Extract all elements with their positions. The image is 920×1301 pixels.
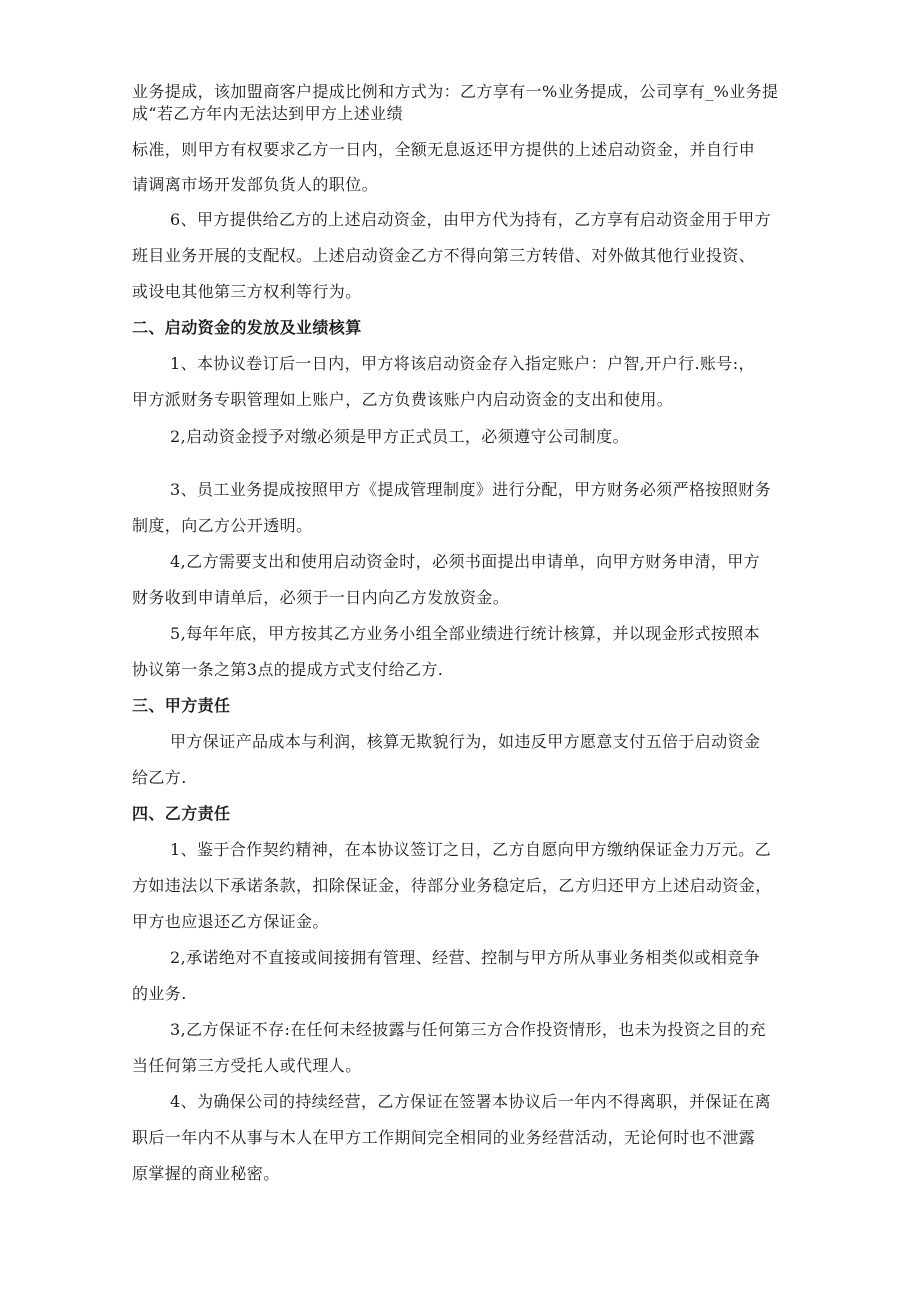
text-line: 制度，向乙方公开透明。 bbox=[132, 516, 313, 535]
text-line: 方如违法以下承诺条款，扣除保证金，待部分业务稳定后，乙方归还甲方上述启动资金， bbox=[132, 876, 772, 895]
text-line: 当任何第三方受托人或代理人。 bbox=[132, 1056, 362, 1075]
paragraph-2-3-line: 3、员工业务提成按照甲方《提成管理制度》进行分配，甲方财务必须严格按照财务 bbox=[170, 480, 771, 499]
text-line: 成“若乙方年内无法达到甲方上述业绩 bbox=[132, 104, 403, 123]
text-line: 甲方派财务专职管理如上账户，乙方负费该账户内启动资金的支出和使用。 bbox=[132, 390, 674, 409]
text-line: 原掌握的商业秘密。 bbox=[132, 1164, 280, 1183]
paragraph-6-line: 6、甲方提供给乙方的上述启动资金，由甲方代为持有，乙方享有启动资金用于甲方 bbox=[170, 210, 771, 229]
text-line: 财务收到申请单后，必须于一日内向乙方发放资金。 bbox=[132, 588, 510, 607]
text-line: 班目业务开展的支配权。上述启动资金乙方不得向第三方转借、对外做其他行业投资、 bbox=[132, 246, 756, 265]
paragraph-3-line: 甲方保证产品成本与利润，核算无欺貌行为，如违反甲方愿意支付五倍于启动资金 bbox=[170, 732, 761, 751]
paragraph-4-1-line: 1、鉴于合作契约精神，在本协议签订之日，乙方自愿向甲方缴纳保证金力万元。乙 bbox=[170, 840, 771, 859]
text-line: 给乙方. bbox=[132, 768, 187, 787]
section-heading-2: 二、启动资金的发放及业绩核算 bbox=[132, 318, 362, 337]
paragraph-2-1-line: 1、本协议卷订后一日内，甲方将该启动资金存入指定账户：户智,开户行.账号:， bbox=[170, 354, 755, 373]
text-line: 的业务. bbox=[132, 984, 187, 1003]
paragraph-4-2-line: 2,承诺绝对不直接或间接拥有管理、经营、控制与甲方所从事业务相类似或相竞争 bbox=[170, 948, 761, 967]
section-heading-4: 四、乙方责任 bbox=[132, 804, 231, 823]
text-line: 标准，则甲方有权要求乙方一日内，全额无息返还甲方提供的上述启动资金，并自行申 bbox=[132, 140, 756, 159]
paragraph-2-4-line: 4,乙方需要支出和使用启动资金时，必须书面提出申请单，向甲方财务申清，甲方 bbox=[170, 552, 761, 571]
text-line: 协议第一条之第3点的提成方式支付给乙方. bbox=[132, 660, 444, 679]
paragraph-2-2-line: 2,启动资金授予对缴必须是甲方正式员工，必须遵守公司制度。 bbox=[170, 427, 629, 446]
section-heading-3: 三、甲方责任 bbox=[132, 696, 231, 715]
paragraph-4-4-line: 4、为确保公司的持续经营，乙方保证在签署本协议后一年内不得离职，并保证在离 bbox=[170, 1092, 771, 1111]
text-line: 请调离市场开发部负货人的职位。 bbox=[132, 175, 379, 194]
paragraph-4-3-line: 3,乙方保证不存:在任何未经披露与任何第三方合作投资情形，也未为投资之目的充 bbox=[170, 1020, 766, 1039]
text-line: 职后一年内不从事与木人在甲方工作期间完全相同的业务经营活动，无论何时也不泄露 bbox=[132, 1128, 756, 1147]
text-line: 甲方也应退还乙方保证金。 bbox=[132, 912, 329, 931]
text-line: 业务提成，该加盟商客户提成比例和方式为：乙方享有一%业务提成，公司享有_%业务提 bbox=[132, 82, 779, 101]
paragraph-2-5-line: 5,每年年底，甲方按其乙方业务小组全部业绩进行统计核算，并以现金形式按照本 bbox=[170, 624, 761, 643]
text-line: 或设电其他第三方权利等行为。 bbox=[132, 282, 362, 301]
